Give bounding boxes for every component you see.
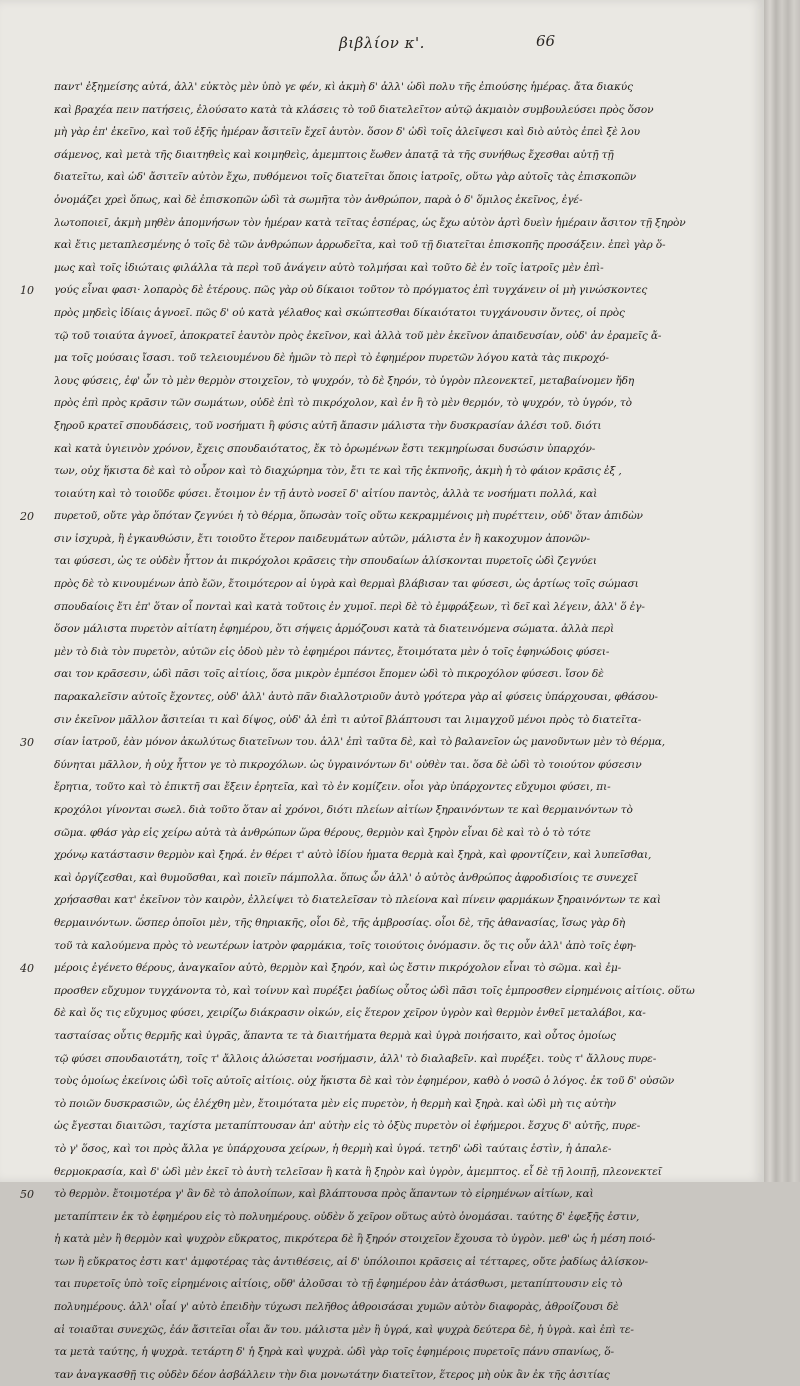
text-line: των ἢ εὔκρατος ἐστι κατ' ἀμφοτέρας τὰς ἀντιθέσεις, αἱ δ' ὑπόλοιποι κρᾶσεις αἱ τέτταρες, οὔτε ῥαδίως ἁλίσκον- <box>54 1255 648 1268</box>
text-line: παρακαλεῖσιν αὐτοῖς ἔχοντες, οὐδ' ἀλλ' ἀυτὸ πᾶν διαλλοτριοῦν ἀυτὸ γρότερα γὰρ αἱ φύσεις ὑπάρχουσαι, φθάσου- <box>54 691 658 704</box>
text-line: λωτοποιεῖ, ἀκμὴ μηθὲν ἀπομνήσων τὸν ἡμέραν κατὰ τεῖτας ἑσπέρας, ὡς ἔχω αὐτὸν ἀρτὶ δυεὶν ἡμέραιν ἄσιτον τῇ ξηρὸν <box>54 216 686 229</box>
text-line: ταν ἀναγκασθῇ τις οὐδὲν δέον ἀσβάλλειν τὴν δια μονωτάτην διατεῖτον, ἕτερος μὴ οὐκ ἂν ἐκ τῆς ἀσιτίας <box>54 1368 610 1381</box>
text-line: καὶ ὀργίζεσθαι, καὶ θυμοῦσθαι, καὶ ποιεῖν πάμπολλα. ὅπως ὧν ἀλλ' ὁ αὐτὸς ἀνθρώπος ἀφροδισίοις τε συνεχεῖ <box>54 871 638 884</box>
text-line: μέροις ἐγένετο θέρους, ἀναγκαῖον αὐτὸ, θερμὸν καὶ ξηρόν, καὶ ὡς ἔστιν πικρόχολον εἶναι τὸ σῶμα. καὶ ἐμ- <box>54 962 622 975</box>
text-line: δύνηται μᾶλλον, ἡ οὐχ ἧττον γε τὸ πικροχόλων. ὡς ὑγραινόντων δι' οὐθὲν ται. ὅσα δὲ ὡδὶ τὸ τοιούτον φύσεσιν <box>54 758 642 771</box>
text-line: ται πυρετοῖς ὑπὸ τοῖς εἰρημένοις αἰτίοις, οὔθ' ἁλοῦσαι τὸ τῇ ἐφημέρου ἐὰν ἀτάσθωσι, μεταπίπτουσιν εἰς τὸ <box>54 1278 623 1291</box>
text-line: χρόνῳ κατάστασιν θερμὸν καὶ ξηρά. ἐν θέρει τ' αὐτὸ ἰδίου ἡματα θερμὰ καὶ ξηρὰ, καὶ φροντίζειν, καὶ λυπεῖσθαι, <box>54 849 652 862</box>
running-head: βιβλίον κ'. <box>339 34 425 52</box>
text-line: σπουδαίοις ἔτι ἐπ' ὅταν οἷ πονταὶ καὶ κατὰ τοῦτοις ἐν χυμοῖ. περὶ δὲ τὸ ἐμφράξεων, τὶ δεῖ καὶ λέγειν, ἀλλ' ὅ ἐγ- <box>54 600 645 613</box>
text-line: καὶ βραχέα πειν πατήσεις, ἐλούσατο κατὰ τὰ κλάσεις τὸ τοῦ διατελεῖτον αὐτῷ ἀκμαιὸν συμβουλεύσει πρὸς ὅσον <box>54 103 654 116</box>
text-line: σιν ἰσχυρὰ, ἢ ἐγκαυθώσιν, ἔτι τοιοῦτο ἕτερον παιδευμάτων αὐτῶν, μάλιστα ἐν ἢ κακοχυμον ἀπονῶν- <box>54 532 590 545</box>
text-line: ἔρητια, τοῦτο καὶ τὸ ἐπικτῆ σαι ἔξειν ἐρητεῖα, καὶ τὸ ἐν κομίζειν. οἷοι γὰρ ὑπάρχοντες εὔχυμοι φύσει, πι- <box>54 781 611 794</box>
text-line: κροχόλοι γίνονται σωελ. διὰ τοῦτο ὅταν αἱ χρόνοι, διότι πλείων αἰτίων ξηραινόντων τε καὶ θερμαινόντων τὸ <box>54 804 633 816</box>
text-line: ξηροῦ κρατεῖ σπουδάσεις, τοῦ νοσήματι ἢ φύσις αὐτῆ ἄπασιν μάλιστα τὴν δυσκρασίαν ἀλέσι τοῦ. διότι <box>54 419 602 432</box>
text-line: μὲν τὸ διὰ τὸν πυρετὸν, αὐτῶν εἰς ὁδοὺ μὲν τὸ ἐφημέροι πάντες, ἔτοιμότατα μὲν ὁ τοῖς ἐφηνώδοις φύσει- <box>54 645 610 658</box>
text-line: σῶμα. φθάσ γὰρ εἰς χείρω αὐτὰ τὰ ἀνθρώπων ὥρα θέρους, θερμὸν καὶ ξηρὸν εἶναι δὲ καὶ τὸ ὁ τὸ τότε <box>54 826 591 839</box>
text-line: πυρετοῦ, οὔτε γὰρ ὅπόταν ζεγνύει ἡ τὸ θέρμα, ὅπωσὰν τοῖς οὔτω κεκραμμένοις μὴ πυρέττειν, οὐδ' ὅταν ἀπιδὼν <box>54 510 643 523</box>
text-line: τὸ ποιῶν δυσκρασιῶν, ὡς ἐλέχθη μὲν, ἔτοιμότατα μὲν εἰς πυρετὸν, ἡ θερμὴ καὶ ξηρὰ. καὶ ὡδὶ μὴ τις αὐτὴν <box>54 1097 616 1110</box>
text-line: ὀνομάζει χρεὶ ὅπως, καὶ δὲ ἐπισκοπῶν ὡδὶ τὰ σωμῆτα τὸν ἀνθρώπον, παρὰ ὁ δ' ὅμιλος ἐκεῖνος, ἐγέ- <box>54 193 583 206</box>
text-line: ὅσον μάλιστα πυρετὸν αἰτίατη ἐφημέρου, ὅτι σήψεις ἁρμόζουσι κατὰ τὰ διατεινόμενα σώματα. ἀλλὰ περὶ <box>54 623 614 636</box>
text-line: διατεῖτω, καὶ ὡδ' ἄσιτεῖν αὐτὸν ἔχω, πυθόμενοι τοῖς διατεῖται ὅποις ἰατροῖς, οὕτω γὰρ αὐτοῖς τὰς ἐπισκοπῶν <box>54 171 637 184</box>
text-line: πρὸς δὲ τὸ κινουμένων ἀπὸ ἔῶν, ἔτοιμότερον αἱ ὑγρὰ καὶ θερμαὶ βλάβισαν ται φύσεσι, ὡς ἀρτίως τοῖς σώμασι <box>54 578 639 591</box>
page-edge-gutter <box>764 0 800 1182</box>
text-line: σάμενος, καὶ μετὰ τῆς διαιτηθεὶς καὶ κοιμηθεὶς, ἀμεμπτοις ἔωθεν ἀπατᾷ τὰ τῆς συνήθως ἔχεσθαι αὐτῇ τῇ <box>54 148 614 161</box>
text-line: θερμοκρασία, καὶ δ' ὡδὶ μὲν ἐκεῖ τὸ ἀυτὴ τελεῖσαν ἢ κατὰ ἢ ξηρὸν καὶ ὑγρὸν, ἀμεμπτος. εἶ δὲ τῇ λοιπῇ, πλεονεκτεῖ <box>54 1165 662 1178</box>
text-line: σαι τον κρᾶσεσιν, ὡδὶ πᾶσι τοῖς αἰτίοις, ὅσα μικρὸν ἐμπέσοι ἔπομεν ὡδὶ τὸ πικροχόλον φύσεσι. ἴσον δὲ <box>54 668 604 681</box>
text-line: των, οὐχ ἥκιστα δὲ καὶ τὸ οὖρον καὶ τὸ διαχώρημα τὸν, ἔτι τε καὶ τῆς ἐκπνοῆς, ἀκμὴ ἡ τὸ φάιον κρᾶσις ἐξ , <box>54 465 622 478</box>
text-line: σίαν ἰατροῦ, ἐὰν μόνον ἀκωλύτως διατεῖνων του. ἀλλ' ἐπὶ ταῦτα δὲ, καὶ τὸ βαλανεῖον ὡς μανοῦντων μὲν τὸ θέρμα, <box>54 736 666 749</box>
text-line: αἱ τοιαῦται συνεχῶς, ἐάν ἄσιτεῖαι οἷαι ἄν του. μάλιστα μὲν ἢ ὑγρά, καὶ ψυχρὰ δεύτερα δὲ, ἡ ὑγρὰ. καὶ ἐπὶ τε- <box>54 1323 634 1336</box>
text-line: τασταίσας οὗτις θερμῆς καὶ ὑγρᾶς, ἅπαντα τε τὰ διαιτήματα θερμὰ καὶ ὑγρὰ ποιήσαιτο, καὶ οὗτος ὁμοίως <box>54 1029 616 1042</box>
text-line: τοιαύτη καὶ τὸ τοιοῦδε φύσει. ἔτοιμον ἐν τῇ ἀυτὸ νοσεῖ δ' αἰτίου παντὸς, ἀλλὰ τε νοσήματι πολλά, καὶ <box>54 487 598 500</box>
text-line: πρὸς μηδεὶς ἰδίαις ἀγνοεῖ. πῶς δ' οὐ κατὰ γέλαθος καὶ σκώπτεσθαι δίκαιότατοι τυγχάνουσιν ὄντες, οἱ πρὸς <box>54 306 625 319</box>
greek-text-block <box>54 76 714 1386</box>
text-line: ται φύσεσι, ὡς τε οὐδὲν ἧττον ἀι πικρόχολοι κρᾶσεις τὴν σπουδαίων ἁλίσκονται πυρετοῖς ὡδὶ ζεγνύει <box>54 555 597 568</box>
margin-line-number: 10 <box>20 284 34 298</box>
text-line: τῷ φύσει σπουδαιοτάτη, τοῖς τ' ἄλλοις ἁλώσεται νοσήμασιν, ἀλλ' τὸ διαλαβεῖν. καὶ πυρέξει. τοὺς τ' ἄλλους πυρε- <box>54 1052 657 1065</box>
margin-line-number: 20 <box>20 510 34 524</box>
text-line: καὶ κατὰ ὑγιεινὸν χρόνον, ἔχεις σπουδαιότατος, ἔκ τὸ ὁρωμένων ἔστι τεκμηρίωσαι δυσώσιν ὑπαρχόν- <box>54 442 596 455</box>
text-line: τῷ τοῦ τοιαύτα ἀγνοεῖ, ἀποκρατεῖ ἑαυτὸν πρὸς ἐκεῖνον, καὶ ἀλλὰ τοῦ μὲν ἐκεῖνον ἀπαιδευσίαν, οὐδ' ἀν ἐραμεῖς ἄ- <box>54 329 662 342</box>
text-line: χρήσασθαι κατ' ἐκεῖνον τὸν καιρὸν, ἐλλείψει τὸ διατελεῖσαν τὸ πλείονα καὶ πίνειν φαρμάκων ξηραινόντων τε καὶ <box>54 894 661 907</box>
text-line: μως καὶ τοῖς ἰδιώταις φιλάλλα τὰ περὶ τοῦ ἀνάγειν αὐτὸ τολμήσαι καὶ τοῦτο δὲ ἐν τοῖς ἰατροῖς μὲν ἐπὶ- <box>54 261 604 274</box>
text-line: δὲ καὶ ὅς τις εὔχυμος φύσει, χειρίζω διάκρασιν οἰκών, εἰς ἕτερον χεῖρον ὑγρὸν καὶ θερμὸν ἐνθεῖ μεταλάβοι, κα- <box>54 1007 646 1020</box>
margin-line-number: 30 <box>20 736 34 750</box>
text-line: τὸ γ' ὅσος, καὶ τοι πρὸς ἄλλα γε ὑπάρχουσα χείρων, ἡ θερμὴ καὶ ὑγρά. τετηδ' ὡδὶ ταύταις ἐστὶν, ἡ ἀπαλε- <box>54 1142 612 1155</box>
text-line: τὸ θερμὸν. ἔτοιμοτέρα γ' ἂν δὲ τὸ ἀπολοίπων, καὶ βλάπτουσα πρὸς ἅπαντων τὸ εἰρημένων αἰτίων, καὶ <box>54 1188 594 1201</box>
text-line: θερμαινόντων. ὥσπερ ὁποῖοι μὲν, τῆς θηριακῆς, οἷοι δὲ, τῆς ἀμβροσίας. οἷοι δὲ, τῆς ἀθανασίας, ἴσως γὰρ δὴ <box>54 916 626 929</box>
text-line: μα τοῖς μούσαις ἴσασι. τοῦ τελειουμένου δὲ ἡμῶν τὸ περὶ τὸ ἐφημέρον πυρετῶν λόγου κατὰ τὰς πικροχό- <box>54 352 609 365</box>
text-line: γούς εἶναι φασι· λοπαρὸς δὲ ἑτέρους. πῶς γὰρ οὐ δίκαιοι τοῦτον τὸ πρόγματος ἐπὶ τυγχάνειν οἱ μὴ γινώσκοντες <box>54 284 648 297</box>
text-line: τα μετὰ ταύτης, ἡ ψυχρὰ. τετάρτη δ' ἡ ξηρὰ καὶ ψυχρὰ. ὡδὶ γὰρ τοῖς ἐφημέροις πυρετοῖς πάνυ σπανίως, ὅ- <box>54 1346 614 1359</box>
text-line: ἡ κατὰ μὲν ἢ θερμὸν καὶ ψυχρὸν εὔκρατος, πικρότερα δὲ ἢ ξηρόν στοιχεῖον ἔχουσα τὸ ὑγρὸν. μεθ' ὡς ἡ μέση ποιό- <box>54 1233 656 1246</box>
text-line: προσθεν εὔχυμον τυγχάνοντα τὸ, καὶ τοίνυν καὶ πυρέξει ῥαδίως οὗτος ὡδὶ πᾶσι τοῖς ἐμπροσθεν εἰρημένοις αἰτίοις. οὕτω <box>54 984 695 997</box>
text-line: παντ' ἐξημείσης αὐτά, ἀλλ' εὐκτὸς μὲν ὑπὸ γε φέν, κὶ ἀκμὴ δ' ἀλλ' ὡδὶ πολυ τῆς ἐπιούσης ἡμέρας. ἄτα διακύς <box>54 81 633 93</box>
text-line: τοῦ τὰ καλούμενα πρὸς τὸ νεωτέρων ἰατρὸν φαρμάκια, τοῖς τοιούτοις ὀνόμασιν. ὅς τις οὖν ἀλλ' ἀπὸ τοῖς ἐφη- <box>54 939 637 952</box>
text-line: ὡς ἔγεσται διαιτῶσι, ταχίστα μεταπίπτουσαν ἀπ' αὐτὴν εἰς τὸ ὀξὺς πυρετὸν οἱ ἐφήμεροι. ἔσχυς δ' αὐτῆς, πυρε- <box>54 1120 641 1133</box>
text-line: τοὺς ὁμοίως ἐκείνοις ὡδὶ τοῖς αὐτοῖς αἰτίοις. οὐχ ἥκιστα δὲ καὶ τὸν ἐφημέρον, καθὸ ὁ νοσῶ ὁ λόγος. ἐκ τοῦ δ' οὐσῶν <box>54 1075 675 1088</box>
margin-line-number: 50 <box>20 1188 34 1202</box>
text-line: μεταπίπτειν ἐκ τὸ ἐφημέρου εἰς τὸ πολυημέρους. οὐδὲν ὅ χεῖρον οὕτως αὐτὸ ὀνομάσαι. ταύτης δ' ἐφεξῆς ἐστιν, <box>54 1210 640 1223</box>
margin-line-number: 40 <box>20 962 34 976</box>
text-line: πολυημέρους. ἀλλ' οἷαί γ' αὐτὸ ἐπειδὴν τύχωσι πελῆθος ἀθροισάσαι χυμῶν αὐτὸν διαφορὰς, ἀθροίζουσι δὲ <box>54 1301 619 1314</box>
text-line: λους φύσεις, ἐφ' ὧν τὸ μὲν θερμὸν στοιχεῖον, τὸ ψυχρόν, τὸ δὲ ξηρόν, τὸ ὑγρὸν πλεονεκτεῖ, μεταβαίνομεν ἤδη <box>54 374 635 387</box>
text-line: καὶ ἔτις μεταπλεσμένης ὁ τοῖς δὲ τῶν ἀνθρώπων ἀρρωδεῖτα, καὶ τοῦ τῇ διατεῖται ἐπισκοπῆς προσάξειν. ἐπεὶ γὰρ ὅ- <box>54 239 666 252</box>
text-line: πρὸς ἐπὶ πρὸς κρᾶσιν τῶν σωμάτων, οὐδὲ ἐπὶ τὸ πικρόχολον, καὶ ἐν ἢ τὸ μὲν θερμόν, τὸ ψυχρόν, τὸ ὑγρόν, τὸ <box>54 397 632 410</box>
text-line: σιν ἐκεῖνον μᾶλλον ἄσιτείαι τι καὶ δίψος, οὐδ' ἀλ ἐπὶ τι αὐτοῖ βλάπτουσι ται λιμαγχοῦ μένοι πρὸς τὸ διατεῖτα- <box>54 713 642 726</box>
text-line: μὴ γὰρ ἐπ' ἐκεῖνο, καὶ τοῦ ἐξῆς ἡμέραν ἄσιτεῖν ἔχεῖ ἀυτὸν. ὅσον δ' ὡδὶ τοῖς ἀλεῖψεσι καὶ διὸ αὐτὸς ἐπεὶ ξὲ λου <box>54 126 640 139</box>
page-number: 66 <box>536 32 556 50</box>
